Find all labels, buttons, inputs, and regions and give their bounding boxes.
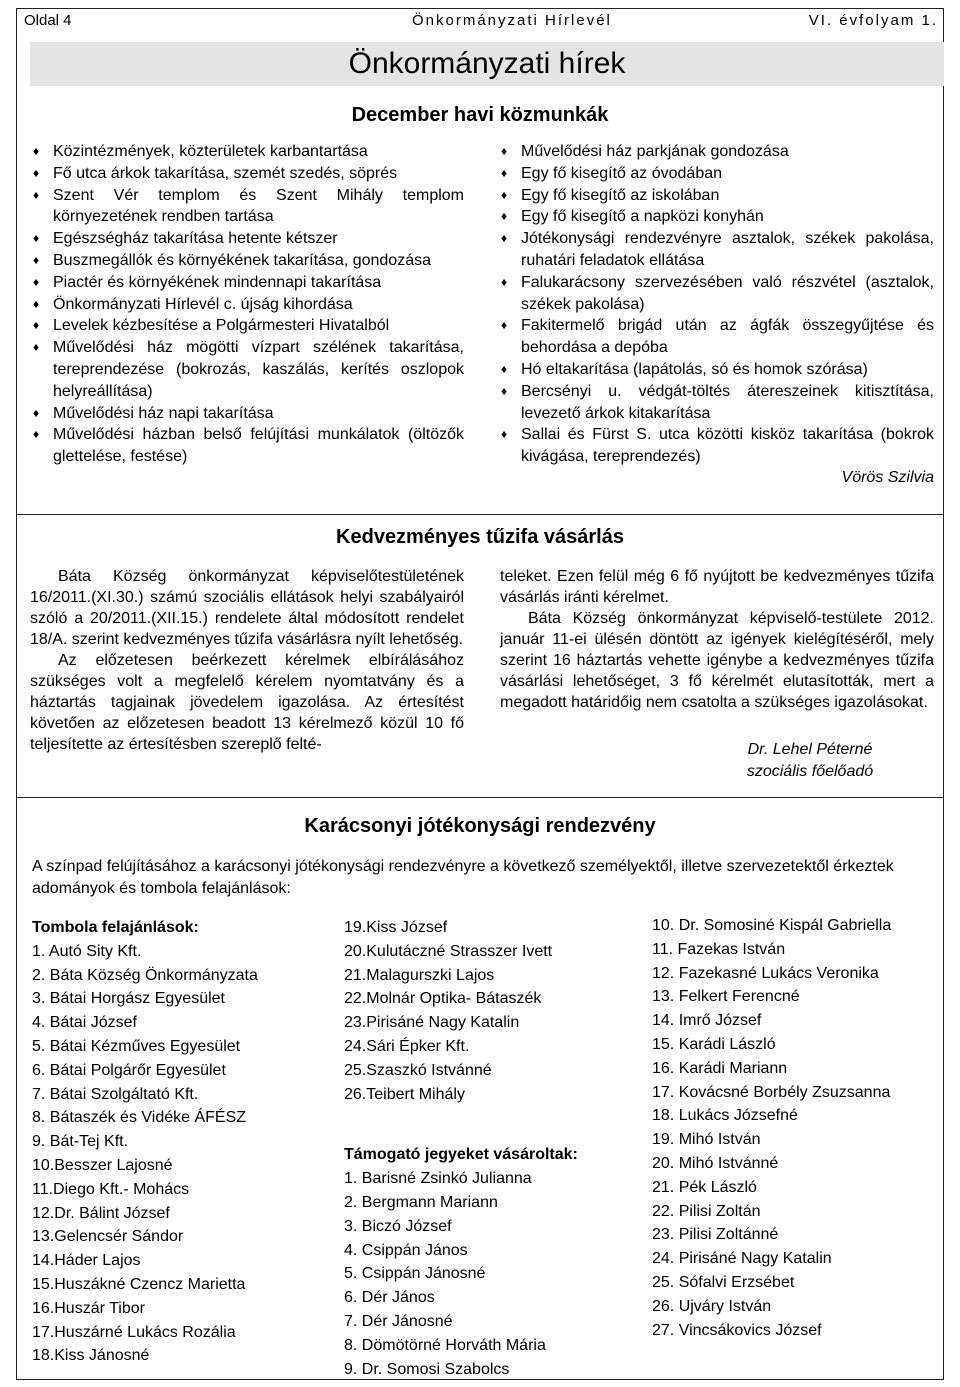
list-item: 13.Gelencsér Sándor [32,1228,184,1246]
list-item: 11.Diego Kft.- Mohács [32,1180,190,1198]
list-item: 19. Mihó István [652,1131,761,1149]
tuzifa-left-column [30,566,464,755]
list-item: 3. Bátai Horgász Egyesület [32,990,225,1008]
list-item: 10. Dr. Somosiné Kispál Gabriella [652,917,892,934]
list-item: 12. Fazekasné Lukács Veronika [652,964,879,982]
list-item: 5. Csippán Jánosné [344,1265,486,1283]
page-number: Oldal 4 [24,12,72,29]
work-item: ♦ Szent Vér templom és Szent Mihály templom környezetének rendben tartása [28,185,464,229]
tuzifa-paragraph: Báta Község önkormányzat képviselőtestületének 16/2011.(XI.30.) számú szociális ellátások helyi szabályairól szóló a 20/2011.(XII.15.) rendelete által módosított rendelet 18/A. szerint kedvezményes tűzifa vásárlásra nyílt lehetőség. [30,568,464,648]
tamogato-heading: Támogató jegyeket vásároltak: [344,1146,578,1164]
work-item: ♦ Levelek kézbesítése a Polgármesteri Hivatalból [28,315,464,337]
list-item: 2. Bergmann Mariann [344,1193,498,1211]
tuzifa-right-column [500,566,934,713]
list-item: 24.Sári Épker Kft. [344,1037,470,1055]
work-item: ♦ Önkormányzati Hírlevél c. újság kihordása [28,294,464,316]
tuzifa-title: Kedvezményes tűzifa vásárlás [336,526,624,548]
list-item: 27. Vincsákovics József [652,1321,822,1339]
list-item: 6. Bátai Polgárőr Egyesület [32,1061,226,1079]
tuzifa-paragraph: Báta Község önkormányzat képviselő-testülete 2012. január 11-ei ülésén döntött az igények kielégítéséről, mely szerint 16 háztartás vehette igénybe a kedvezményes tűzifa vásárlási lehetőséget, 3 fő kérelmét elutasították, mert a megadott határidőig nem csatolta a szükséges igazolásokat. [500,610,934,711]
list-item: 25.Szaszkó Istvánné [344,1061,492,1079]
list-item: 7. Dér Jánosné [344,1312,453,1330]
divider [17,797,943,798]
list-item: 16. Karádi Mariann [652,1059,788,1077]
work-item: ♦ Piactér és környékének mindennapi takarítása [28,272,464,294]
publication-name: Önkormányzati Hírlevél [412,12,612,29]
work-item: ♦ Buszmegállók és környékének takarítása, gondozása [28,250,464,272]
december-title: December havi közmunkák [351,104,609,126]
work-item: ♦ Fakitermelő brigád után az ágfák összegyűjtése és behordása a depóba [496,315,934,359]
work-item: ♦ Sallai és Fürst S. utca közötti kisköz takarítása (bokrok kivágása, tereprendezés) [496,424,934,468]
list-item: 11. Fazekas István [652,940,786,958]
list-item: 25. Sófalvi Erzsébet [652,1273,795,1291]
list-item: 4. Bátai József [32,1014,137,1032]
list-item: 5. Bátai Kézműves Egyesület [32,1037,241,1055]
list-item: 15. Karádi László [652,1035,776,1053]
list-item: 8. Dömötörné Horváth Mária [344,1336,546,1354]
tuzifa-paragraph: teleket. Ezen felül még 6 fő nyújtott be kedvezményes tűzifa vásárlás iránti kérelmet. [500,568,934,606]
list-item: 9. Dr. Somosi Szabolcs [344,1360,510,1378]
work-item: ♦ Egy fő kisegítő a napközi konyhán [496,206,934,228]
list-item: 14.Háder Lajos [32,1252,141,1270]
karacsony-title: Karácsonyi jótékonysági rendezvény [304,815,656,837]
list-item: 4. Csippán János [344,1241,468,1259]
list-item: 18. Lukács Józsefné [652,1107,798,1125]
list-item: 2. Báta Község Önkormányzata [32,966,258,984]
list-item: 18.Kiss Jánosné [32,1347,150,1365]
list-item: 19.Kiss József [344,919,448,936]
work-item: ♦ Művelődési házban belső felújítási munkálatok (öltözők glettelése, festése) [28,424,464,468]
tombola-column-1 [32,916,332,1368]
list-item: 22. Pilisi Zoltán [652,1202,761,1220]
tombola-heading: Tombola felajánlások: [32,919,199,936]
list-item: 9. Bát-Tej Kft. [32,1133,129,1151]
list-item: 14. Imrő József [652,1012,762,1030]
list-item: 17.Huszárné Lukács Rozália [32,1323,236,1341]
tuzifa-paragraph: Az előzetesen beérkezett kérelmek elbírálásához szükséges volt a megfelelő kérelem nyomtatvány és a háztartás tagjainak jövedelem igazolása. Az értesítést követően az előzetesen beadott 13 kérelmező közül 10 fő teljesítette az értesítésben szereplő felté- [30,652,464,753]
work-item: ♦ Művelődési ház mögötti vízpart szélének takarítása, tereprendezése (bokrozás, kaszálás, kerítés oszlopok helyreállítása) [28,337,464,402]
main-title: Önkormányzati hírek [30,42,944,86]
list-item: 6. Dér János [344,1289,435,1307]
volume-label: VI. évfolyam 1. [808,12,938,29]
tamogato-column-3 [652,914,942,1342]
list-item: 21.Malagurszki Lajos [344,966,495,984]
december-signature: Vörös Szilvia [841,469,934,486]
list-item: 8. Bátaszék és Vidéke ÁFÉSZ [32,1109,247,1127]
work-item: ♦ Művelődési ház parkjának gondozása [496,141,934,163]
december-left-list [28,141,464,468]
signature-role: szociális főelőadó [746,763,874,780]
list-item: 24. Pirisáné Nagy Katalin [652,1250,832,1268]
list-item: 22.Molnár Optika- Bátaszék [344,990,542,1008]
work-item: ♦ Jótékonysági rendezvényre asztalok, székek pakolása, ruhatári feladatok ellátása [496,228,934,272]
list-item: 20.Kulutáczné Strasszer Ivett [344,942,553,960]
list-item: 23. Pilisi Zoltánné [652,1226,779,1244]
list-item: 1. Barisné Zsinkó Julianna [344,1170,532,1188]
list-item: 20. Mihó Istvánné [652,1154,779,1172]
work-item: ♦ Művelődési ház napi takarítása [28,403,464,425]
list-item: 17. Kovácsné Borbély Zsuzsanna [652,1083,891,1101]
work-item: ♦ Falukarácsony szervezésében való részvétel (asztalok, székek pakolása) [496,272,934,316]
list-item: 15.Huszákné Czencz Marietta [32,1275,246,1293]
signature-name: Dr. Lehel Péterné [747,741,873,758]
list-item: 7. Bátai Szolgáltató Kft. [32,1085,199,1103]
divider [17,514,943,515]
list-item: 26. Ujváry István [652,1297,772,1315]
list-item: 12.Dr. Bálint József [32,1204,170,1222]
list-item: 26.Teibert Mihály [344,1085,465,1103]
work-item: ♦ Egy fő kisegítő az iskolában [496,185,934,207]
work-item: ♦ Hó eltakarítása (lapátolás, só és homok szórása) [496,359,934,381]
list-item: 16.Huszár Tibor [32,1299,145,1317]
work-item: ♦ Egészségház takarítása hetente kétszer [28,228,464,250]
karacsony-intro: A színpad felújításához a karácsonyi jótékonysági rendezvényre a következő személyektől, illetve szervezetektől érkeztek adományok és tombola felajánlások: [32,858,894,897]
list-item: 23.Pirisáné Nagy Katalin [344,1014,520,1032]
list-item: 13. Felkert Ferencné [652,988,800,1006]
work-item: ♦ Bercsényi u. védgát-töltés átereszeinek kitisztítása, levezető árkok kitakarítása [496,381,934,425]
december-right-list [496,141,934,468]
tuzifa-signature [700,739,920,783]
list-item: 21. Pék László [652,1178,757,1196]
list-item: 10.Besszer Lajosné [32,1156,173,1174]
work-item: ♦ Fő utca árkok takarítása, szemét szedés, söprés [28,163,464,185]
list-item: 3. Biczó József [344,1217,452,1235]
work-item: ♦ Egy fő kisegítő az óvodában [496,163,934,185]
work-item: ♦ Közintézmények, közterületek karbantartása [28,141,464,163]
tombola-column-2 [344,916,644,1381]
list-item: 1. Autó Sity Kft. [32,942,142,960]
